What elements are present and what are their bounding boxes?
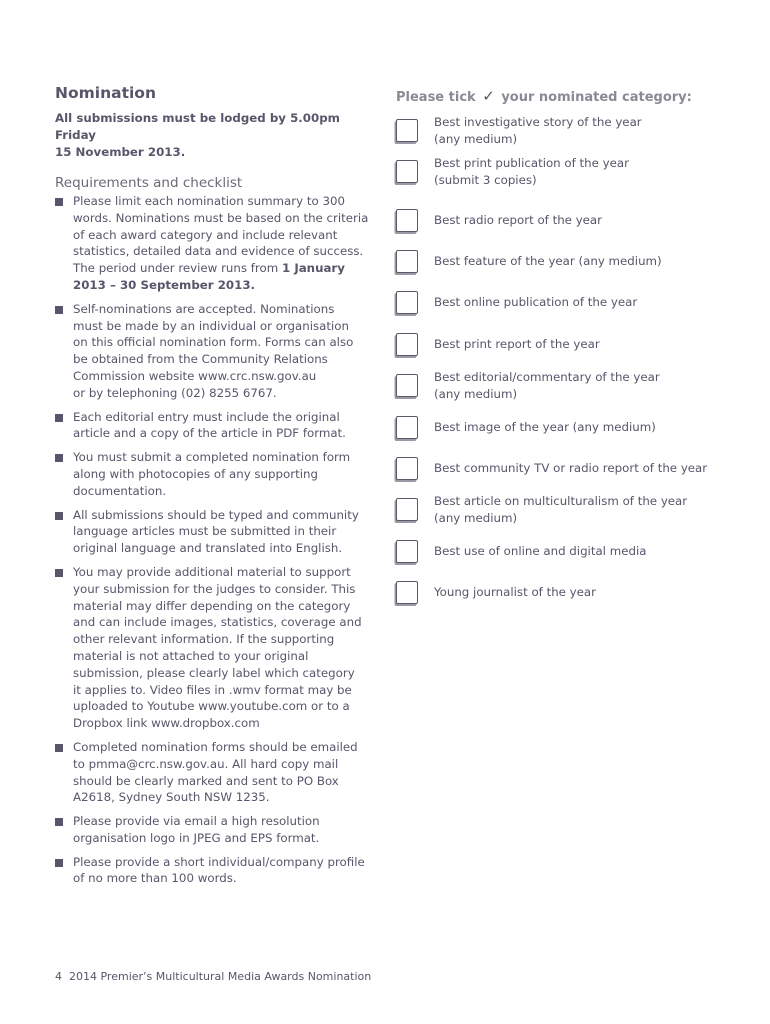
requirement-line: statistics, detailed data and evidence of success. (73, 244, 364, 259)
square-bullet-icon (55, 414, 63, 422)
category-label-line-2: (any medium) (434, 386, 518, 401)
requirement-line: words. Nominations must be based on the criteria (73, 210, 369, 225)
category-label-line-2: (any medium) (434, 510, 518, 525)
category-option[interactable] (396, 291, 726, 327)
requirements-heading: Requirements and checklist (55, 175, 243, 191)
category-label-line-1: Best print report of the year (434, 337, 600, 351)
requirement-line: to pmma@crc.nsw.gov.au. All hard copy mail (73, 756, 339, 771)
square-bullet-icon (55, 198, 63, 206)
requirement-line: your submission for the judges to consider. This (73, 581, 356, 596)
requirement-item (55, 409, 371, 443)
category-instruction (396, 86, 726, 108)
requirement-line: on this official nomination form. Forms can also (73, 335, 354, 350)
category-label (434, 460, 724, 477)
category-checkbox[interactable] (396, 581, 418, 604)
category-checkbox[interactable] (396, 119, 418, 142)
category-label-line-1: Best use of online and digital media (434, 544, 647, 558)
category-label (434, 114, 724, 148)
category-checkbox[interactable] (396, 416, 418, 439)
category-label-line-1: Best online publication of the year (434, 295, 638, 309)
category-label-line-1: Best feature of the year (any medium) (434, 254, 662, 268)
requirement-item (55, 854, 371, 888)
category-option[interactable] (396, 457, 726, 493)
requirement-line: Dropbox link www.dropbox.com (73, 716, 260, 731)
requirement-line: Please provide a short individual/company profile (73, 854, 365, 869)
category-label (434, 336, 724, 353)
category-checkbox[interactable] (396, 498, 418, 521)
category-label-line-1: Best image of the year (any medium) (434, 420, 656, 434)
requirement-item (55, 193, 371, 294)
square-bullet-icon (55, 454, 63, 462)
deadline-line-1: All submissions must be lodged by 5.00pm Friday (55, 111, 340, 142)
requirement-line: Completed nomination forms should be emailed (73, 739, 358, 754)
requirement-line: You may provide additional material to support (73, 564, 351, 579)
page-footer (55, 970, 371, 983)
requirement-line: material is not attached to your original (73, 648, 309, 663)
category-option[interactable] (396, 494, 726, 534)
requirement-line: A2618, Sydney South NSW 1235. (73, 790, 270, 805)
right-column (396, 86, 726, 599)
category-label-line-1: Best editorial/commentary of the year (434, 370, 660, 384)
category-label-line-1: Best investigative story of the year (434, 115, 642, 129)
requirement-line: original language and translated into English. (73, 541, 343, 556)
category-label (434, 155, 724, 189)
category-checkbox[interactable] (396, 333, 418, 356)
requirement-line: of no more than 100 words. (73, 871, 237, 886)
requirement-line: documentation. (73, 483, 167, 498)
square-bullet-icon (55, 818, 63, 826)
category-option[interactable] (396, 581, 726, 617)
category-option[interactable] (396, 416, 726, 452)
category-label (434, 543, 724, 560)
square-bullet-icon (55, 569, 63, 577)
requirement-line: Please provide via email a high resolution (73, 814, 320, 829)
category-label (434, 212, 724, 229)
category-checkbox[interactable] (396, 457, 418, 480)
footer-title: 2014 Premier’s Multicultural Media Awards Nomination (69, 970, 372, 983)
category-checkbox[interactable] (396, 374, 418, 397)
square-bullet-icon (55, 512, 63, 520)
category-option[interactable] (396, 540, 726, 576)
square-bullet-icon (55, 744, 63, 752)
square-bullet-icon (55, 859, 63, 867)
requirement-line: All submissions should be typed and community (73, 507, 359, 522)
requirement-line: should be clearly marked and sent to PO Box (73, 773, 339, 788)
category-option[interactable] (396, 209, 726, 245)
requirement-line: article and a copy of the article in PDF format. (73, 426, 346, 441)
category-option[interactable] (396, 333, 726, 369)
requirement-item (55, 449, 371, 499)
requirements-list (55, 193, 371, 887)
deadline-notice (55, 110, 371, 161)
requirement-line: Self-nominations are accepted. Nominations (73, 301, 335, 316)
category-label-line-1: Best print publication of the year (434, 156, 629, 170)
requirement-line: of each award category and include relevant (73, 227, 338, 242)
tick-icon: ✓ (482, 87, 495, 105)
requirement-line: organisation logo in JPEG and EPS format. (73, 830, 320, 845)
requirement-line: Commission website www.crc.nsw.gov.au (73, 368, 317, 383)
category-label (434, 294, 724, 311)
category-label (434, 584, 724, 601)
requirement-line: You must submit a completed nomination form (73, 450, 351, 465)
category-option[interactable] (396, 370, 726, 410)
requirement-item (55, 507, 371, 557)
category-checkbox[interactable] (396, 250, 418, 273)
category-label-line-1: Best article on multiculturalism of the year (434, 494, 688, 508)
requirement-line: language articles must be submitted in their (73, 524, 337, 539)
requirement-line: or by telephoning (02) 8255 6767. (73, 385, 277, 400)
left-column (55, 82, 371, 894)
requirement-line: other relevant information. If the supporting (73, 632, 335, 647)
deadline-line-2: 15 November 2013. (55, 145, 186, 159)
category-label-line-1: Young journalist of the year (434, 585, 596, 599)
requirement-line: uploaded to Youtube www.youtube.com or to a (73, 699, 350, 714)
category-label (434, 369, 724, 403)
category-label-line-1: Best community TV or radio report of the year (434, 461, 708, 475)
requirement-line: submission, please clearly label which category (73, 665, 355, 680)
requirement-line: along with photocopies of any supporting (73, 466, 318, 481)
requirement-item (55, 301, 371, 402)
requirement-bold-period: 2013 – 30 September 2013. (73, 277, 256, 292)
requirement-bold-date: 1 January (282, 261, 345, 276)
category-checkbox[interactable] (396, 160, 418, 183)
instruction-text-after: your nominated category: (501, 90, 692, 105)
requirement-item (55, 813, 371, 847)
requirement-line: it applies to. Video files in .wmv format may be (73, 682, 352, 697)
category-label (434, 253, 724, 270)
requirement-line: The period under review runs from (73, 261, 282, 276)
requirement-line: and can include images, statistics, coverage and (73, 615, 362, 630)
requirement-line: material may differ depending on the category (73, 598, 351, 613)
square-bullet-icon (55, 306, 63, 314)
category-option[interactable] (396, 156, 726, 196)
category-label (434, 419, 724, 436)
category-checkbox[interactable] (396, 209, 418, 232)
category-label (434, 493, 724, 527)
category-checkbox[interactable] (396, 291, 418, 314)
requirement-line: Each editorial entry must include the original (73, 409, 340, 424)
category-option[interactable] (396, 115, 726, 155)
category-label-line-1: Best radio report of the year (434, 213, 603, 227)
category-label-line-2: (any medium) (434, 131, 518, 146)
instruction-text-before: Please tick (396, 90, 476, 105)
requirement-line: Please limit each nomination summary to 300 (73, 194, 345, 208)
requirement-line: must be made by an individual or organisation (73, 318, 349, 333)
nomination-heading: Nomination (55, 84, 156, 102)
page-number: 4 (55, 970, 62, 983)
requirement-line: be obtained from the Community Relations (73, 352, 328, 367)
category-option[interactable] (396, 250, 726, 286)
category-label-line-2: (submit 3 copies) (434, 172, 537, 187)
category-checkbox[interactable] (396, 540, 418, 563)
requirement-item (55, 564, 371, 732)
requirement-item (55, 739, 371, 806)
